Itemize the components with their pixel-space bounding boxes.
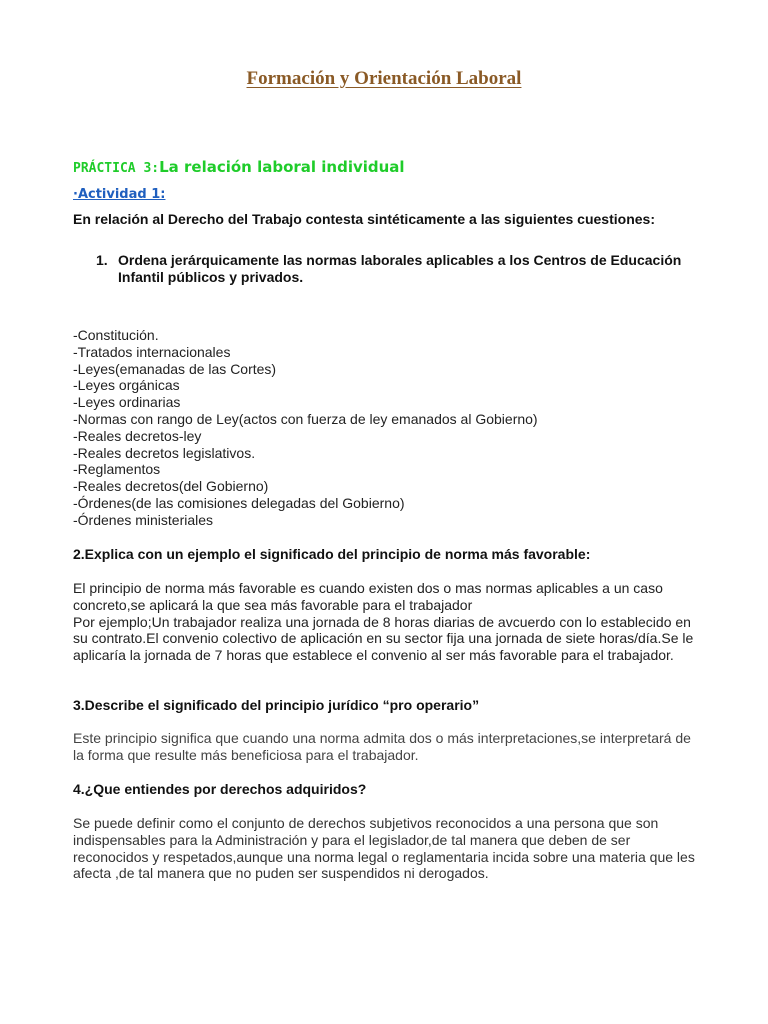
list-item: -Órdenes(de las comisiones delegadas del Gobierno) (73, 494, 405, 511)
list-item: -Reales decretos-ley (73, 427, 202, 444)
practica-label: PRÁCTICA 3: (73, 161, 160, 176)
question-1-text: Ordena jerárquicamente las normas laborales aplicables a los Centros de Educación Infantil públicos y privados. (118, 252, 682, 285)
actividad-heading: ·Actividad 1: (73, 187, 166, 202)
document-title (0, 68, 768, 90)
list-item: -Tratados internacionales (73, 343, 231, 360)
question-4: 4.¿Que entiendes por derechos adquiridos? (73, 781, 367, 797)
list-item: -Leyes orgánicas (73, 377, 180, 394)
question-2: 2.Explica con un ejemplo el significado del principio de norma más favorable: (73, 546, 591, 562)
question-3: 3.Describe el significado del principio jurídico “pro operario” (73, 697, 480, 713)
list-item: -Reales decretos(del Gobierno) (73, 478, 269, 495)
question-1-number: 1. (96, 252, 108, 268)
practica-title: La relación laboral individual (159, 158, 405, 176)
answer-4: Se puede definir como el conjunto de derechos subjetivos reconocidos a una persona que son indispensables para la Administración y para el legislador,de tal manera que deben de ser reconocidos y respetados,aunque una norma legal o reglamentaria incida sobre una materia que les afecta ,de tal manera que no puden ser suspendidos ni derogados. (73, 815, 695, 882)
list-item: -Leyes ordinarias (73, 394, 181, 411)
list-item: -Reglamentos (73, 461, 161, 478)
list-item: -Normas con rango de Ley(actos con fuerza de ley emanados al Gobierno) (73, 410, 538, 427)
list-item: -Leyes(emanadas de las Cortes) (73, 360, 277, 377)
document-title-text: Formación y Orientación Laboral (246, 68, 522, 89)
norms-list (73, 327, 703, 529)
list-item: -Constitución. (73, 327, 159, 343)
answer-2: El principio de norma más favorable es cuando existen dos o mas normas aplicables a un caso concreto,se aplicará la que sea más favorable para el trabajador Por ejemplo;Un trabajador realiza una jornada de 8 horas diarias de avcuerdo con lo establecido en su contrato.El convenio colectivo de aplicación en su sector fija una jornada de siete horas/día.Se le aplicaría la jornada de 7 horas que establece el convenio al ser más favorable para el trabajador. (73, 580, 694, 664)
practica-heading (73, 158, 703, 176)
answer-3: Este principio significa que cuando una norma admita dos o más interpretaciones,se interpretará de la forma que resulte más beneficiosa para el trabajador. (73, 730, 691, 763)
list-item: -Reales decretos legislativos. (73, 444, 256, 461)
intro-text: En relación al Derecho del Trabajo contesta sintéticamente a las siguientes cuestiones: (73, 211, 655, 227)
question-1 (96, 252, 696, 286)
list-item: -Órdenes ministeriales (73, 511, 214, 528)
